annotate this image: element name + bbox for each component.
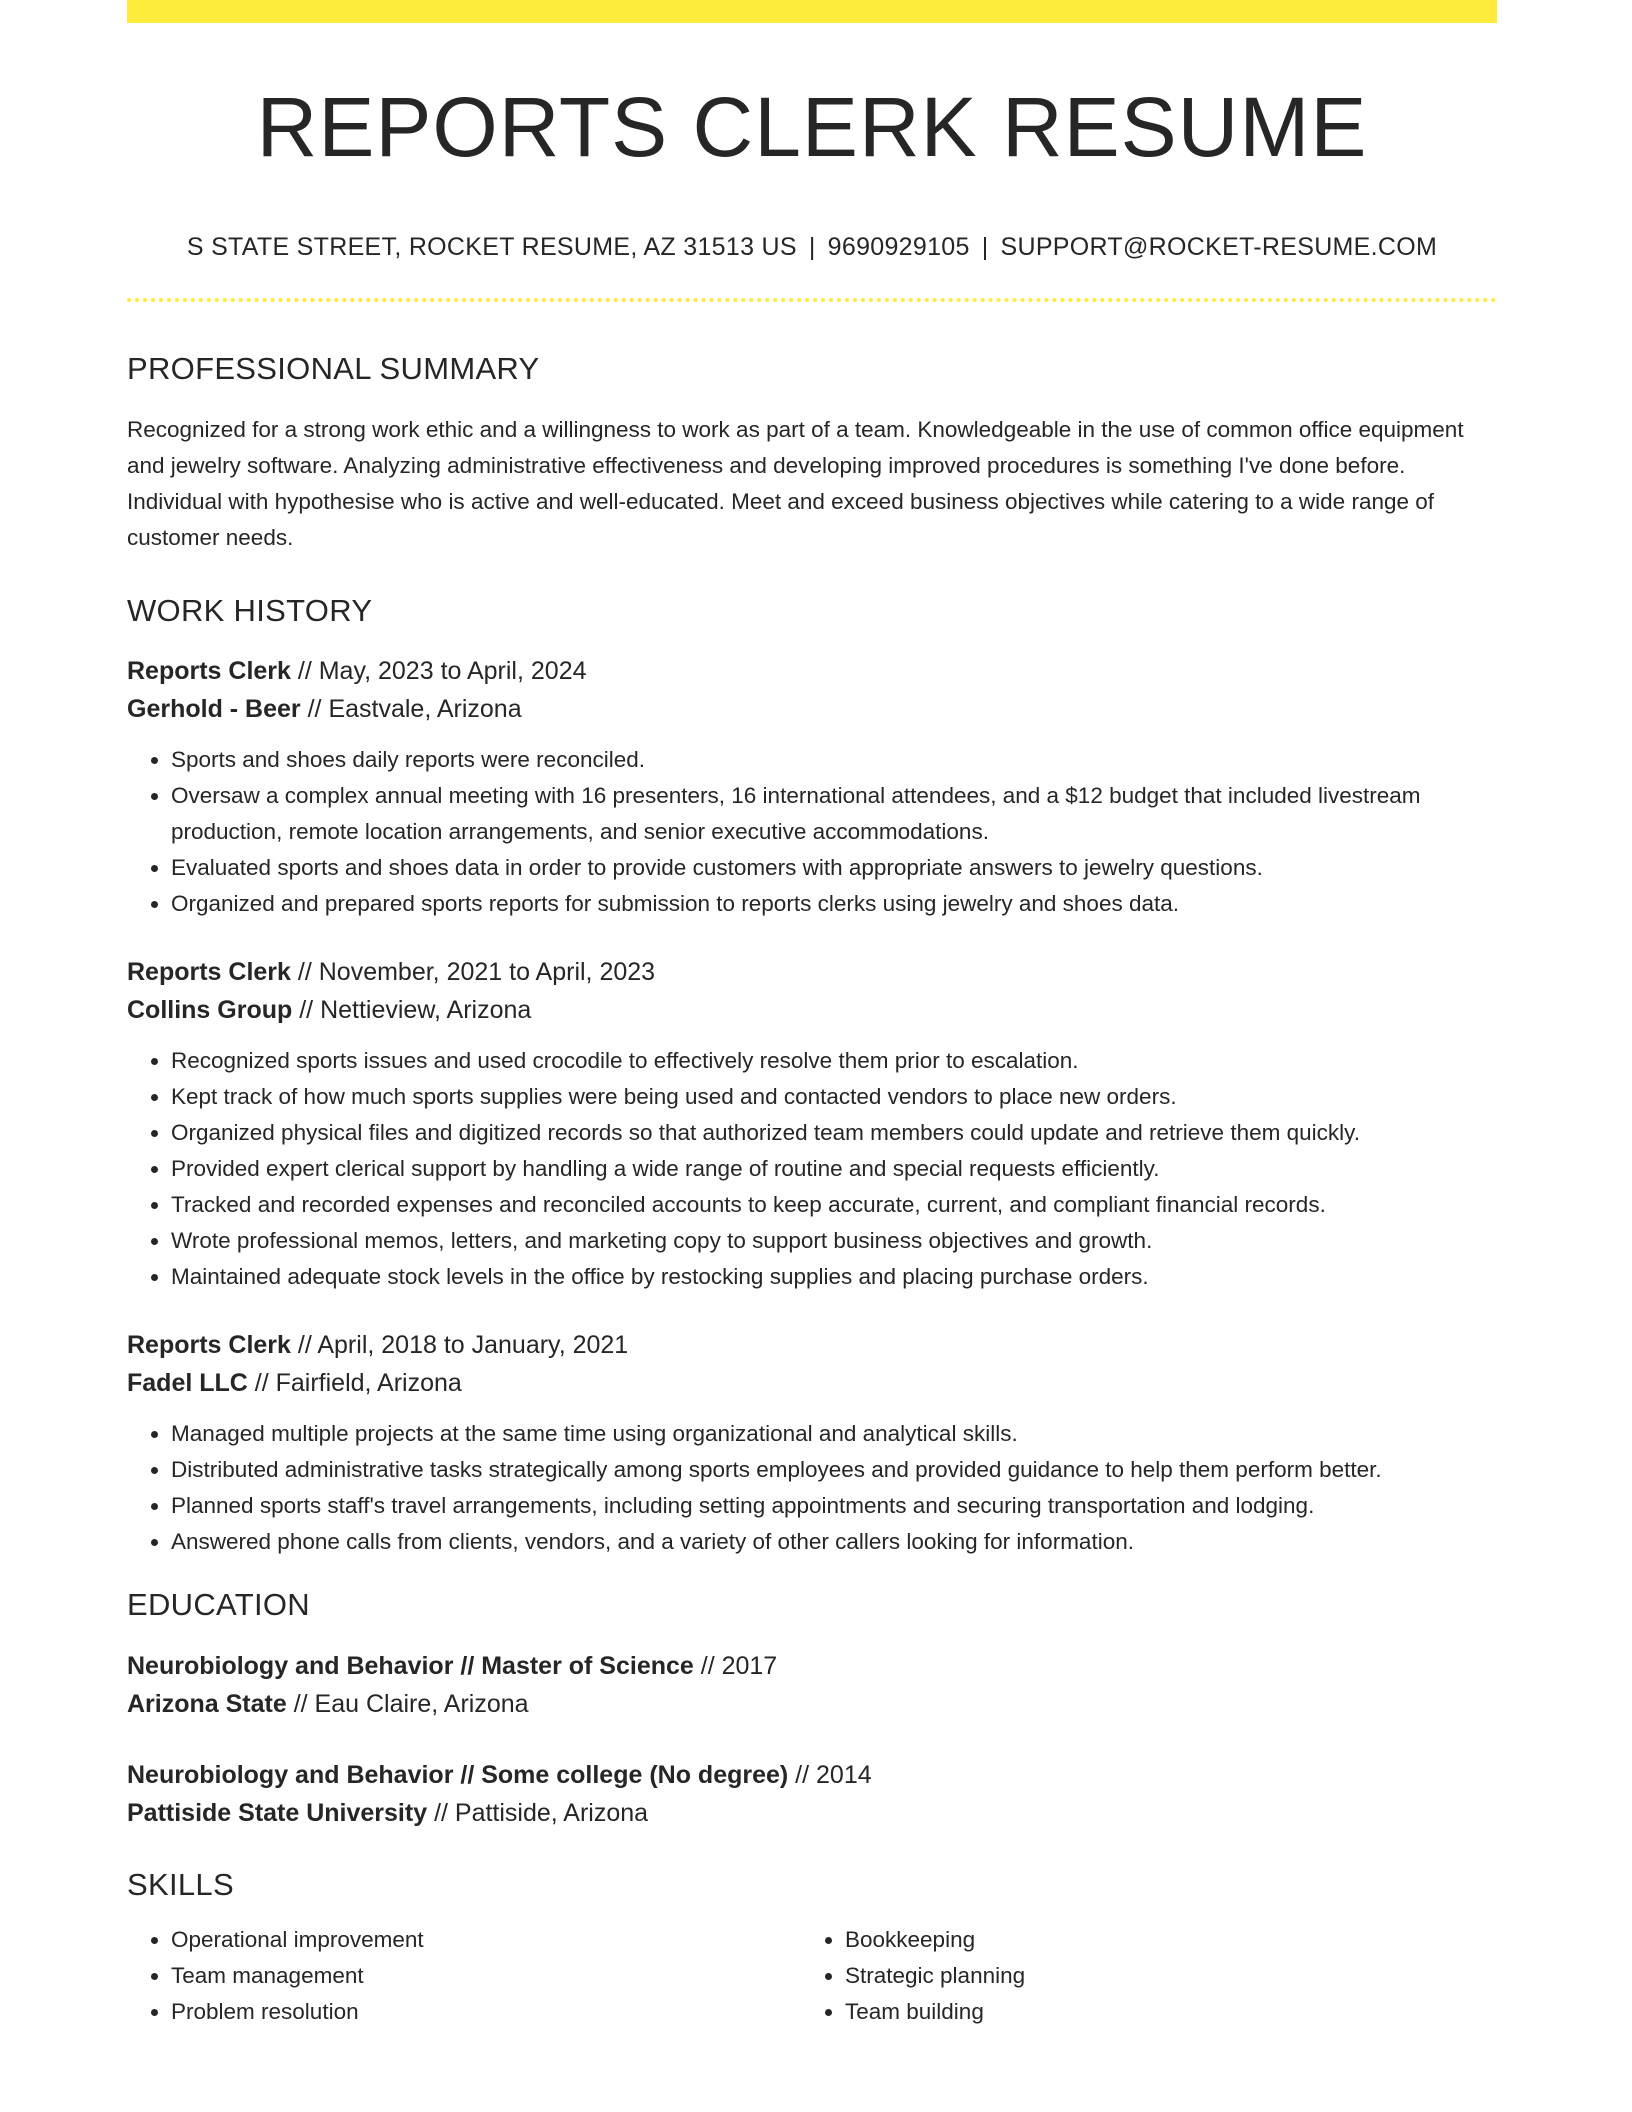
work-history-heading: WORK HISTORY: [127, 593, 373, 628]
job-bullet: • Distributed administrative tasks strategically among sports employees and provided guidance to help them perform better.: [171, 1452, 1497, 1488]
skill-item: • Team management: [171, 1958, 801, 1994]
skill-item: • Team building: [845, 1994, 1475, 2030]
job-bullets: [127, 742, 1497, 922]
job-title: Reports Clerk: [127, 1331, 291, 1359]
summary-text: Recognized for a strong work ethic and a willingness to work as part of a team. Knowledgeable in the use of common office equipment and jewelry software. Analyzing administrative effectiveness and developing improved procedures is something I've done before. Individual with hypothesise who is active and well-educated. Meet and exceed business objectives while catering to a wide range of customer needs.: [127, 417, 1464, 550]
job-location: // Eastvale, Arizona: [300, 695, 522, 723]
education-school: Arizona State: [127, 1690, 287, 1718]
job-bullet: • Tracked and recorded expenses and reconciled accounts to keep accurate, current, and compliant financial records.: [171, 1187, 1497, 1223]
job-dates: // November, 2021 to April, 2023: [290, 958, 656, 986]
contact-address: S STATE STREET, ROCKET RESUME, AZ 31513 US: [186, 233, 797, 261]
job-bullet: • Organized and prepared sports reports for submission to reports clerks using jewelry and shoes data.: [171, 886, 1497, 922]
job-title-line: [127, 652, 1497, 690]
contact-phone: 9690929105: [827, 233, 970, 261]
education-year: // 2014: [788, 1761, 872, 1789]
contact-line: [127, 235, 1497, 260]
education-degree: Neurobiology and Behavior // Master of Science: [127, 1652, 694, 1680]
job-company: Fadel LLC: [127, 1369, 248, 1397]
education-degree-line: [127, 1756, 1497, 1794]
job-company-line: [127, 1364, 1497, 1402]
job-company: Collins Group: [127, 996, 293, 1024]
education-entry: [127, 1756, 1497, 1832]
job-bullet: • Maintained adequate stock levels in the office by restocking supplies and placing purchase orders.: [171, 1259, 1497, 1295]
job-company-line: [127, 690, 1497, 728]
job-title: Reports Clerk: [127, 958, 291, 986]
resume-title: REPORTS CLERK RESUME: [256, 80, 1368, 174]
skills-list: [127, 1922, 1497, 2030]
education-school-line: [127, 1685, 1497, 1723]
education-entry: [127, 1647, 1497, 1723]
job-bullets: [127, 1043, 1497, 1295]
accent-top-bar: [127, 0, 1497, 23]
job-bullet: • Sports and shoes daily reports were reconciled.: [171, 742, 1497, 778]
education-school: Pattiside State University: [127, 1799, 428, 1827]
job-dates: // May, 2023 to April, 2024: [290, 657, 587, 685]
contact-separator: |: [808, 233, 816, 261]
skill-item: • Operational improvement: [171, 1922, 801, 1958]
job-title: Reports Clerk: [127, 657, 291, 685]
job-bullet: • Managed multiple projects at the same time using organizational and analytical skills.: [171, 1416, 1497, 1452]
skill-item: • Bookkeeping: [845, 1922, 1475, 1958]
skill-item: • Problem resolution: [171, 1994, 801, 2030]
job-entry: [127, 953, 1497, 1295]
dotted-divider: [127, 298, 1497, 302]
job-entry: [127, 1326, 1497, 1560]
education-degree-line: [127, 1647, 1497, 1685]
job-bullet: • Wrote professional memos, letters, and marketing copy to support business objectives and growth.: [171, 1223, 1497, 1259]
education-degree: Neurobiology and Behavior // Some college (No degree): [127, 1761, 789, 1789]
job-bullet: • Kept track of how much sports supplies were being used and contacted vendors to place new orders.: [171, 1079, 1497, 1115]
job-bullet: • Planned sports staff's travel arrangements, including setting appointments and securing transportation and lodging.: [171, 1488, 1497, 1524]
job-location: // Nettieview, Arizona: [292, 996, 532, 1024]
education-school-line: [127, 1794, 1497, 1832]
skills-column-right: [801, 1922, 1475, 2030]
skills-column-left: [127, 1922, 801, 2030]
job-title-line: [127, 1326, 1497, 1364]
job-location: // Fairfield, Arizona: [247, 1369, 462, 1397]
contact-email: SUPPORT@ROCKET-RESUME.COM: [1000, 233, 1438, 261]
job-entry: [127, 652, 1497, 922]
summary-heading: PROFESSIONAL SUMMARY: [127, 351, 540, 386]
skills-heading: SKILLS: [127, 1867, 234, 1902]
education-heading: EDUCATION: [127, 1587, 310, 1622]
education-location: // Pattiside, Arizona: [427, 1799, 649, 1827]
job-bullet: • Provided expert clerical support by handling a wide range of routine and special requests efficiently.: [171, 1151, 1497, 1187]
job-bullet: • Evaluated sports and shoes data in order to provide customers with appropriate answers to jewelry questions.: [171, 850, 1497, 886]
job-dates: // April, 2018 to January, 2021: [290, 1331, 629, 1359]
job-company: Gerhold - Beer: [127, 695, 301, 723]
job-bullet: • Oversaw a complex annual meeting with 16 presenters, 16 international attendees, and a $12 budget that included livestream production, remote location arrangements, and senior executive accommodations.: [171, 778, 1497, 850]
contact-separator: |: [981, 233, 989, 261]
job-bullet: • Recognized sports issues and used crocodile to effectively resolve them prior to escalation.: [171, 1043, 1497, 1079]
job-company-line: [127, 991, 1497, 1029]
job-bullets: [127, 1416, 1497, 1560]
resume-page: [127, 0, 1497, 2030]
job-bullet: • Organized physical files and digitized records so that authorized team members could update and retrieve them quickly.: [171, 1115, 1497, 1151]
job-bullet: • Answered phone calls from clients, vendors, and a variety of other callers looking for information.: [171, 1524, 1497, 1560]
education-year: // 2017: [693, 1652, 778, 1680]
job-title-line: [127, 953, 1497, 991]
education-location: // Eau Claire, Arizona: [286, 1690, 529, 1718]
skill-item: • Strategic planning: [845, 1958, 1475, 1994]
